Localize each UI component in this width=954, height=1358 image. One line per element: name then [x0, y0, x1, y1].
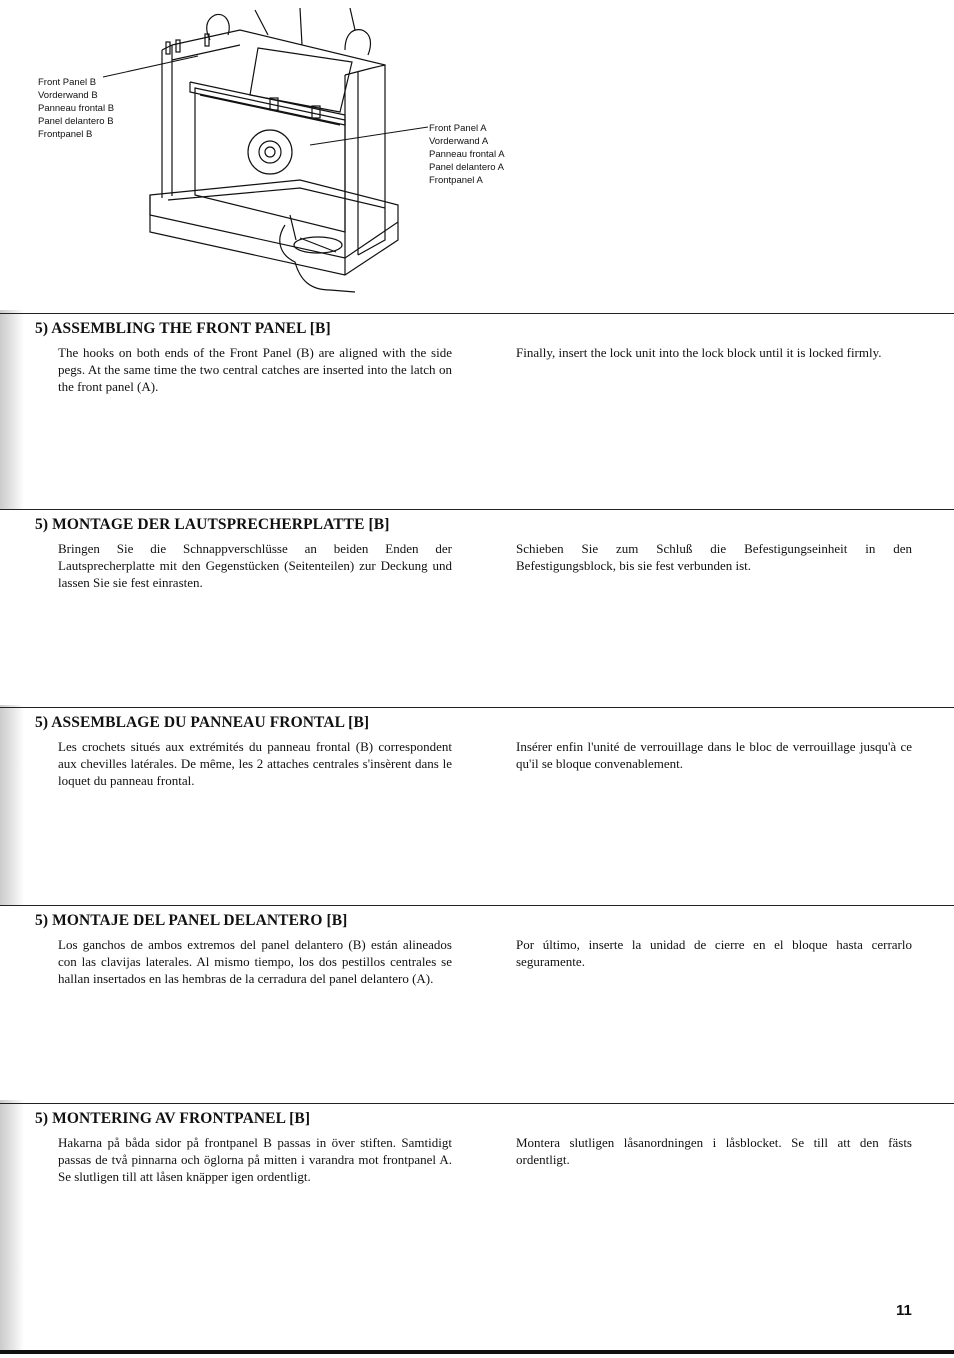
- scan-edge-shading: [0, 310, 24, 510]
- section-divider: [0, 905, 954, 906]
- callout-a-line: Panneau frontal A: [429, 149, 505, 160]
- section-right-text: Montera slutligen låsanordningen i låsblocket. Se till att den fästs ordentligt.: [516, 1135, 912, 1167]
- section-right-text: Schieben Sie zum Schluß die Befestigungseinheit in den Befestigungsblock, bis sie fest verbunden ist.: [516, 541, 912, 573]
- callout-b-line: Panel delantero B: [38, 116, 114, 127]
- section-heading: 5) ASSEMBLING THE FRONT PANEL [B]: [35, 320, 331, 337]
- callout-a-line: Panel delantero A: [429, 162, 505, 173]
- section-left-text: Hakarna på båda sidor på frontpanel B passas in över stiften. Samtidigt passas de två pinnarna och öglorna på mitten i varandra mot frontpanel A. Se slutligen till att låsen knäpper igen ordentligt.: [58, 1135, 452, 1184]
- assembly-illustration: [0, 0, 954, 310]
- section-right-text: Por último, inserte la unidad de cierre en el bloque hasta cerrarlo seguramente.: [516, 937, 912, 969]
- section-left-text: The hooks on both ends of the Front Panel (B) are aligned with the side pegs. At the same time the two central catches are inserted into the latch on the front panel (A).: [58, 345, 452, 394]
- bottom-rule: [0, 1350, 954, 1354]
- scan-edge-shading: [0, 705, 24, 905]
- callout-front-panel-b: [38, 76, 114, 141]
- section-left-text: Los ganchos de ambos extremos del panel delantero (B) están alineados con las clavijas laterales. Al mismo tiempo, los dos pestillos centrales se hallan insertados en las hembras de la cerradura del panel delantero (A).: [58, 937, 452, 986]
- section-divider: [0, 313, 954, 314]
- section-left-text: Bringen Sie die Schnappverschlüsse an beiden Enden der Lautsprecherplatte mit den Gegenstücken (Seitenteilen) zur Deckung und lassen Sie sie fest einrasten.: [58, 541, 452, 590]
- section-divider: [0, 707, 954, 708]
- callout-b-line: Panneau frontal B: [38, 103, 115, 114]
- section-heading: 5) MONTAGE DER LAUTSPRECHERPLATTE [B]: [35, 516, 390, 533]
- section-divider: [0, 509, 954, 510]
- callout-b-line: Vorderwand B: [38, 90, 98, 101]
- callout-a-line: Vorderwand A: [429, 136, 489, 147]
- section-right-text: Finally, insert the lock unit into the lock block until it is locked firmly.: [516, 345, 882, 360]
- section-right-text: Insérer enfin l'unité de verrouillage dans le bloc de verrouillage jusqu'à ce qu'il se bloque convenablement.: [516, 739, 912, 771]
- section-left-text: Les crochets situés aux extrémités du panneau frontal (B) correspondent aux chevilles latérales. De même, les 2 attaches centrales s'insèrent dans le loquet du panneau frontal.: [58, 739, 452, 788]
- section-heading: 5) MONTERING AV FRONTPANEL [B]: [35, 1110, 311, 1127]
- callout-a-line: Frontpanel A: [429, 175, 483, 186]
- page-number: 11: [896, 1302, 912, 1319]
- section-divider: [0, 1103, 954, 1104]
- callout-b-line: Front Panel B: [38, 77, 97, 88]
- section-heading: 5) ASSEMBLAGE DU PANNEAU FRONTAL [B]: [35, 714, 370, 731]
- section-heading: 5) MONTAJE DEL PANEL DELANTERO [B]: [35, 912, 348, 929]
- scan-edge-shading: [0, 1100, 24, 1350]
- callout-a-line: Front Panel A: [429, 123, 487, 134]
- callout-b-line: Frontpanel B: [38, 129, 93, 140]
- callout-front-panel-a: [429, 122, 505, 187]
